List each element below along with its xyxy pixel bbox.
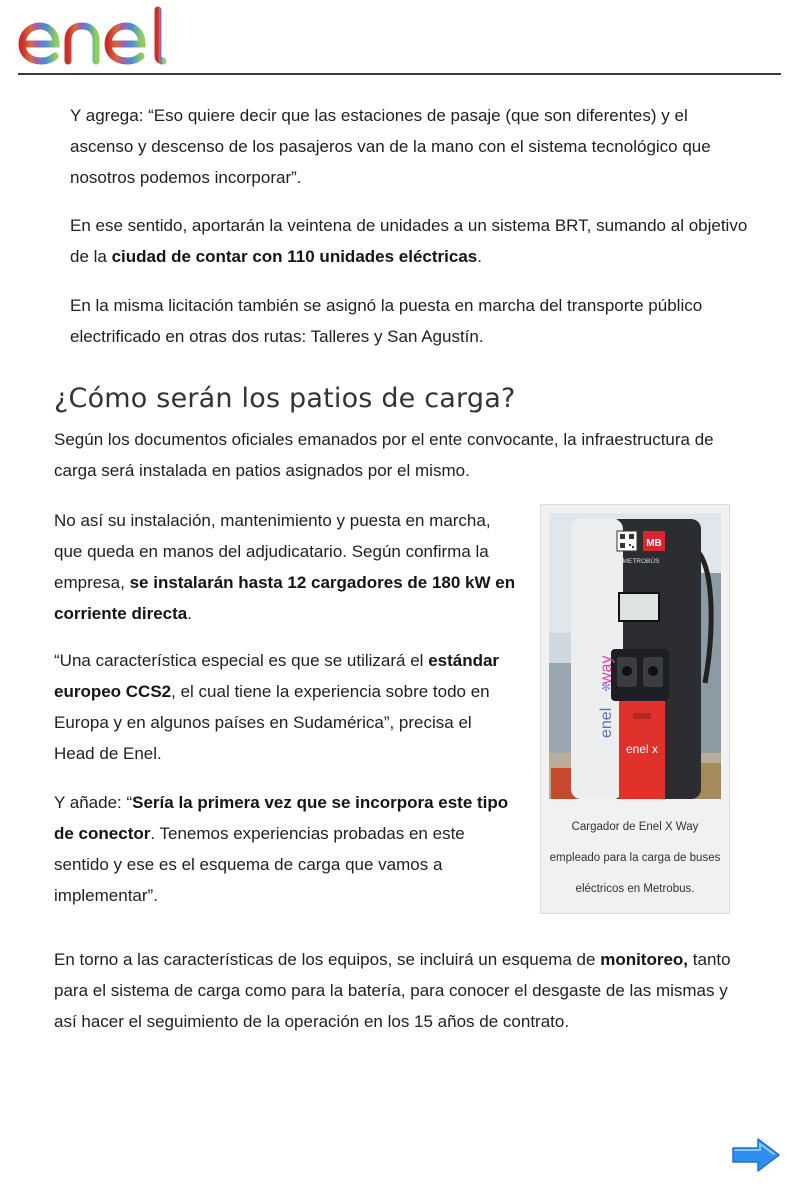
svg-text:✻: ✻ — [600, 680, 612, 694]
figure-caption: Cargador de Enel X Way empleado para la carga de buses eléctricos en Metrobus. — [549, 821, 721, 895]
charger-photo[interactable] — [549, 513, 721, 799]
paragraph-7-text: Y añade: “ — [54, 793, 133, 812]
paragraph-5 — [54, 505, 516, 629]
paragraph-8-tail: tanto para el sistema de carga como para la batería, para conocer el desgaste de las mismas y así hacer el seguimiento de la operación en los 15 años de contrato. — [54, 950, 731, 1031]
paragraph-1 — [70, 100, 750, 193]
paragraph-6-tail: , el cual tiene la experiencia sobre todo en Europa y en algunos países en Sudamérica”, precisa el Head de Enel. — [54, 682, 490, 763]
paragraph-6 — [54, 645, 516, 769]
paragraph-4-text: Según los documentos oficiales emanados por el ente convocante, la infraestructura de carga será instalada en patios asignados por el mismo. — [54, 430, 714, 480]
section-heading: ¿Cómo serán los patios de carga? — [54, 383, 516, 414]
paragraph-5-text: No así su instalación, mantenimiento y puesta en marcha, que queda en manos del adjudicatario. Según confirma la empresa, — [54, 511, 491, 592]
paragraph-6-text: “Una característica especial es que se utilizará el — [54, 651, 429, 670]
charger-figure — [540, 504, 730, 914]
paragraph-5-tail: . — [187, 604, 192, 623]
site-header — [0, 0, 800, 76]
paragraph-3-text: En la misma licitación también se asignó la puesta en marcha del transporte público electrificado en otras dos rutas: Talleres y San Agustín. — [70, 296, 703, 346]
next-arrow-icon[interactable] — [730, 1136, 782, 1174]
paragraph-5-emphasis: se instalarán hasta 12 cargadores de 180 kW en corriente directa — [54, 573, 516, 623]
enel-brand-vertical: enel — [598, 707, 615, 738]
paragraph-2-text: En ese sentido, aportarán la veintena de unidades a un sistema BRT, sumando al objetivo de la — [70, 216, 748, 266]
paragraph-8 — [54, 944, 744, 1037]
paragraph-7-emphasis: Sería la primera vez que se incorpora este tipo de conector — [54, 793, 509, 843]
paragraph-7-tail: . Tenemos experiencias probadas en este sentido y ese es el esquema de carga que vamos a implementar”. — [54, 824, 465, 905]
paragraph-1-text: Y agrega: “Eso quiere decir que las estaciones de pasaje (que son diferentes) y el ascenso y descenso de los pasajeros van de la mano con el sistema tecnológico que nosotros podemos incorporar”. — [70, 106, 711, 187]
paragraph-3 — [70, 290, 750, 352]
paragraph-2 — [70, 210, 750, 272]
paragraph-8-text: En torno a las características de los equipos, se incluirá un esquema de — [54, 950, 601, 969]
metrobus-badge: MB — [646, 538, 662, 549]
paragraph-2-tail: . — [477, 247, 482, 266]
metrobus-label: METROBÚS — [622, 558, 660, 565]
paragraph-4 — [54, 424, 744, 486]
header-divider — [18, 73, 781, 75]
enel-x-label: enel x — [625, 742, 659, 756]
paragraph-7 — [54, 787, 516, 911]
enel-logo[interactable] — [16, 4, 186, 68]
paragraph-2-emphasis: ciudad de contar con 110 unidades eléctricas — [111, 247, 478, 266]
paragraph-8-emphasis: monitoreo, — [600, 950, 689, 969]
way-brand-vertical: way — [598, 655, 615, 684]
paragraph-6-emphasis: estándar europeo CCS2 — [54, 651, 500, 701]
